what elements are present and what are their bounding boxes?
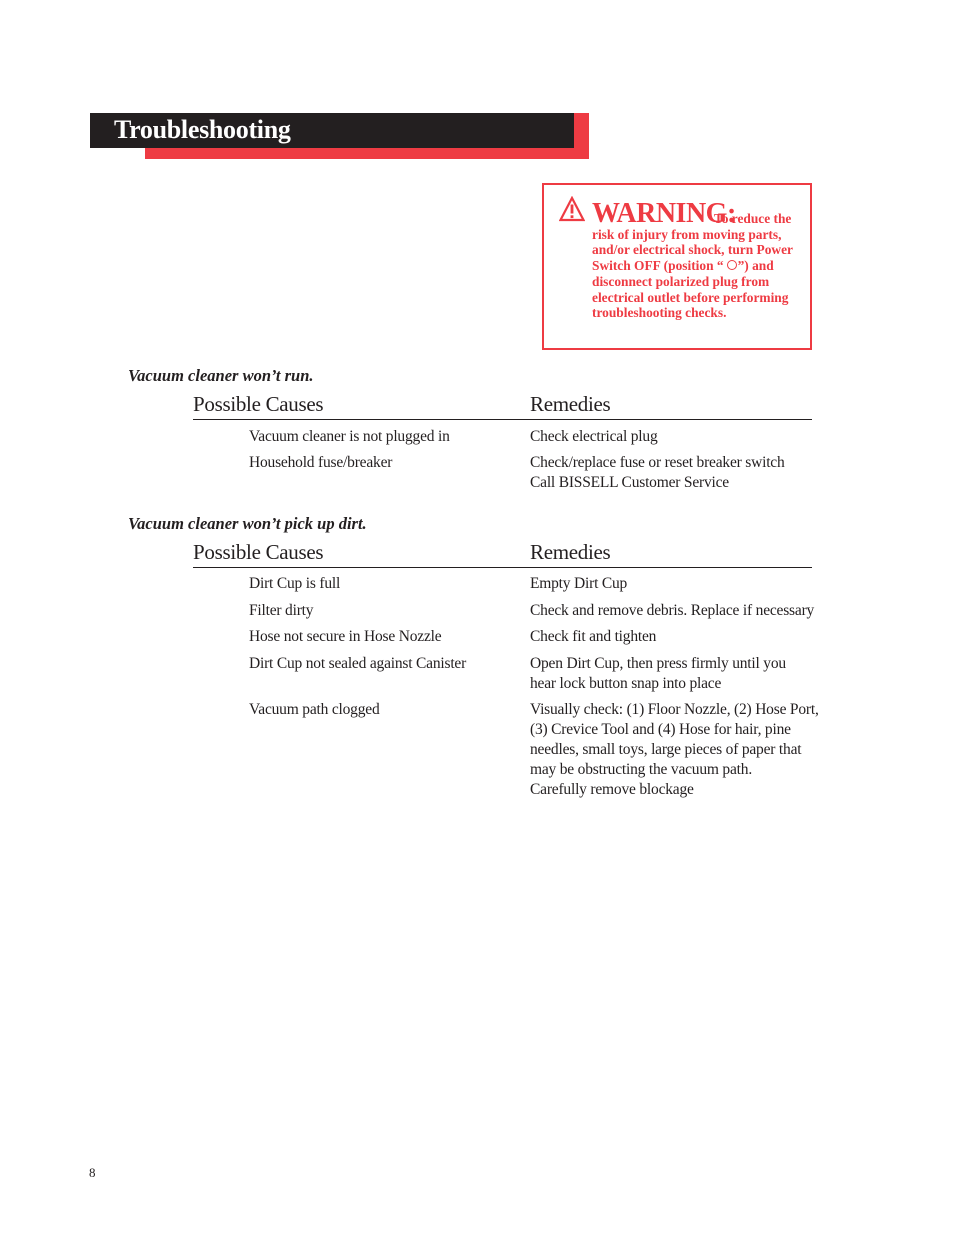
warning-text (592, 211, 806, 321)
warning-text-before: To reduce the risk of injury from moving parts, and/or electrical shock, turn Power Switch OFF (position “ (592, 211, 793, 274)
header-divider (193, 419, 812, 420)
remedy-text: Check fit and tighten (530, 628, 657, 645)
cause-text: Vacuum cleaner is not plugged in (249, 428, 450, 445)
cause-text: Dirt Cup not sealed against Canister (249, 655, 467, 672)
remedies-header: Remedies (530, 540, 611, 564)
page-title: Troubleshooting (114, 115, 291, 144)
warning-box (542, 183, 812, 350)
header-divider (193, 567, 812, 568)
remedy-text: Check electrical plug (530, 428, 658, 445)
remedy-text: Empty Dirt Cup (530, 575, 628, 592)
section-title: Vacuum cleaner won’t run. (128, 366, 314, 385)
power-off-circle-icon (727, 260, 737, 270)
remedies-header: Remedies (530, 392, 611, 416)
remedy-text: Open Dirt Cup, then press firmly until you hear lock button snap into place (530, 655, 786, 692)
cause-text: Hose not secure in Hose Nozzle (249, 628, 442, 645)
page-number: 8 (89, 1165, 96, 1180)
cause-text: Vacuum path clogged (249, 701, 380, 718)
cause-text: Household fuse/breaker (249, 454, 393, 471)
remedy-text: Check and remove debris. Replace if necessary (530, 602, 815, 619)
possible-causes-header: Possible Causes (193, 540, 324, 564)
warning-text-after: ”) and disconnect polarized plug from electrical outlet before performing troubleshooting checks. (592, 258, 789, 321)
remedy-text: Visually check: (1) Floor Nozzle, (2) Hose Port, (3) Crevice Tool and (4) Hose for hair, pine needles, small toys, large pieces of paper that may be obstructing the vacuum path. Carefully remove blockage (530, 701, 819, 798)
warning-triangle-icon (559, 196, 585, 222)
cause-text: Dirt Cup is full (249, 575, 341, 592)
section-title: Vacuum cleaner won’t pick up dirt. (128, 514, 367, 533)
warning-heading: WARNING: (592, 198, 736, 229)
cause-text: Filter dirty (249, 602, 314, 619)
remedy-text: Check/replace fuse or reset breaker switch Call BISSELL Customer Service (530, 454, 785, 491)
possible-causes-header: Possible Causes (193, 392, 324, 416)
